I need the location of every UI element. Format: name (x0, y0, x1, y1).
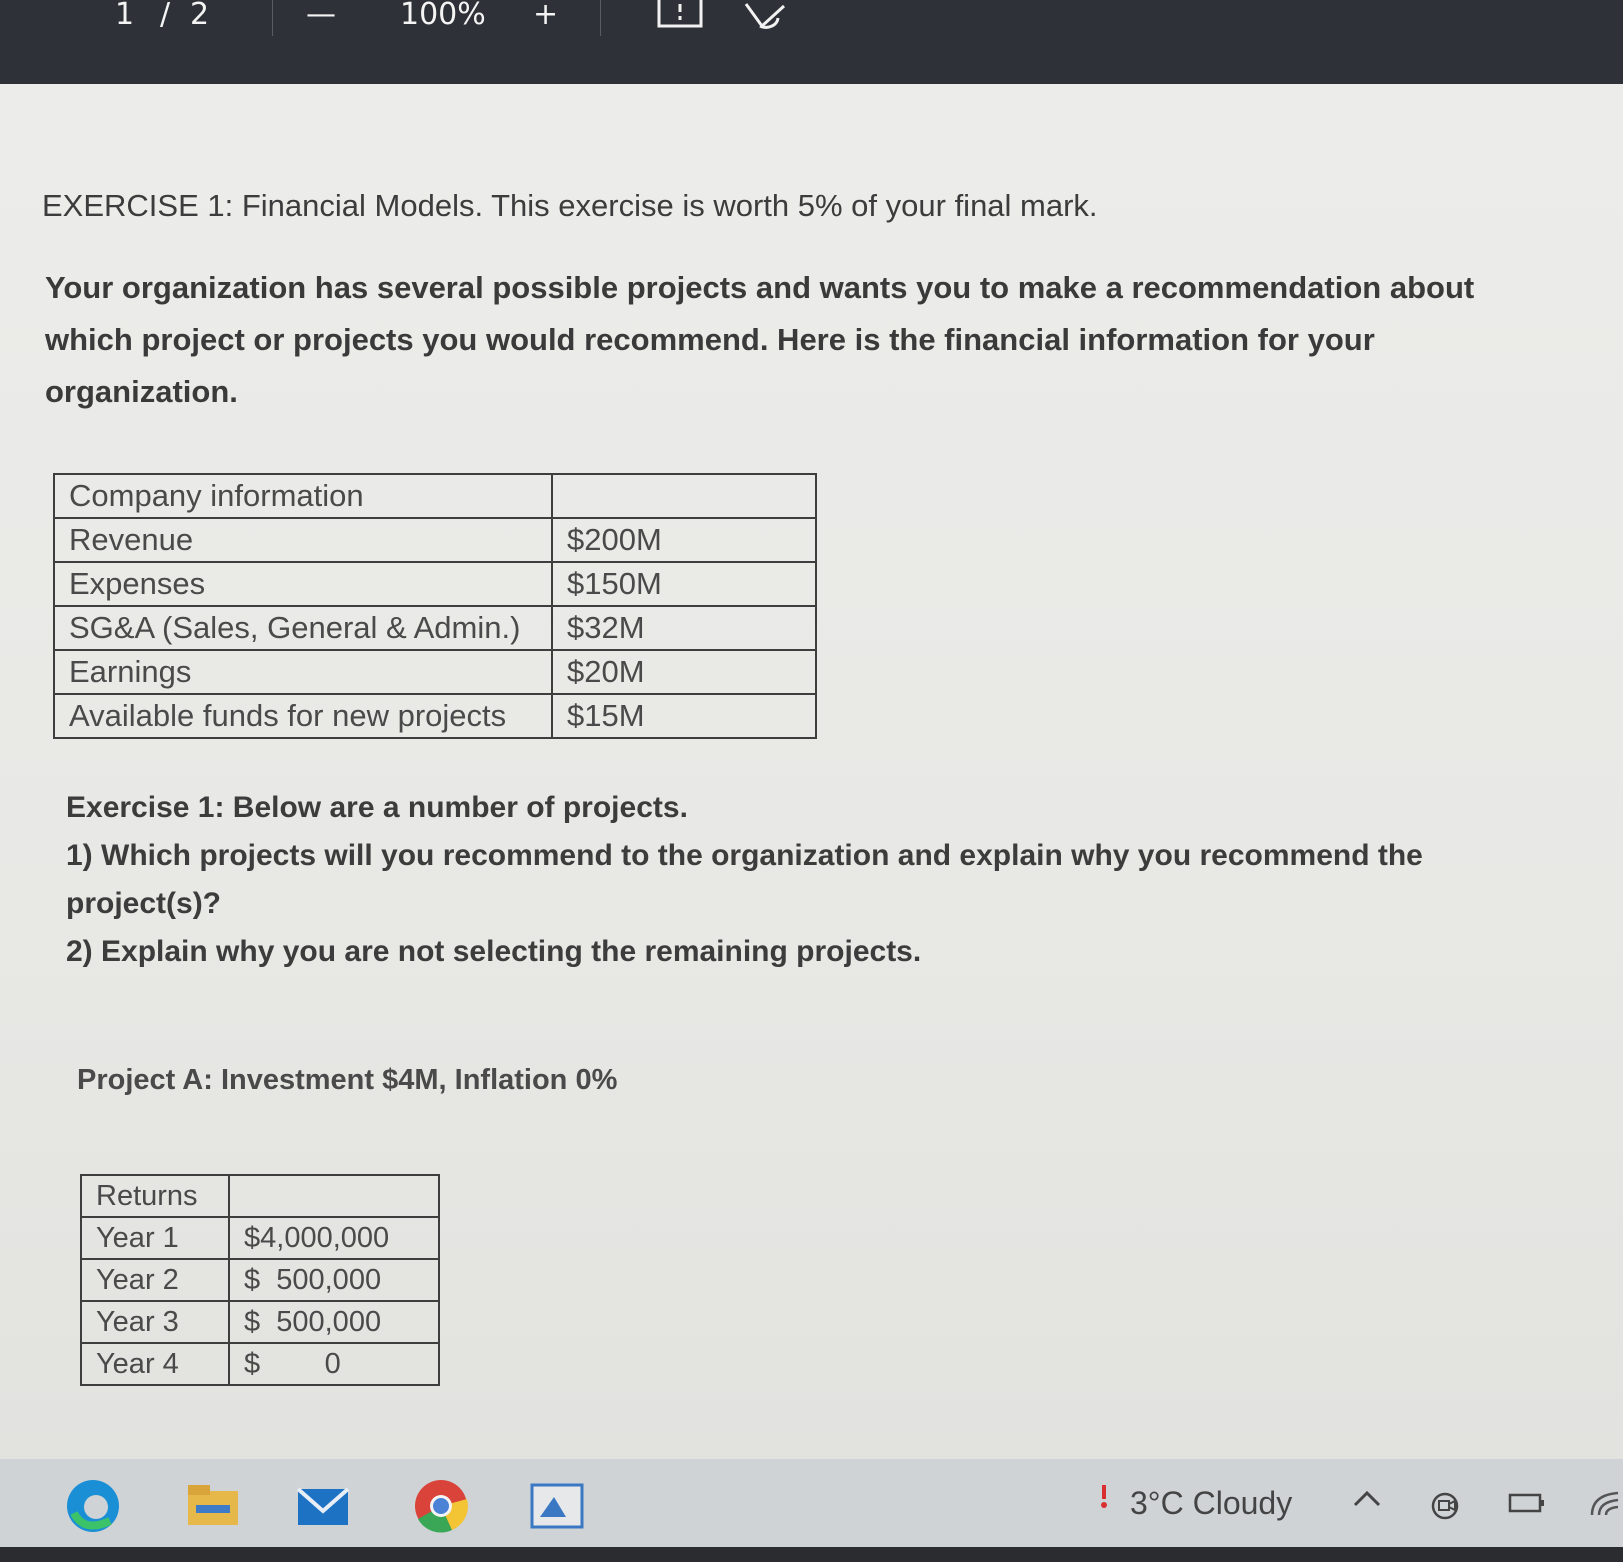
document-page (0, 84, 1623, 1459)
meet-now-icon[interactable] (1430, 1489, 1464, 1523)
table-cell: SG&A (Sales, General & Admin.) (54, 606, 552, 650)
mail-icon[interactable] (294, 1477, 352, 1535)
edge-icon[interactable] (64, 1477, 122, 1535)
weather-alert-icon (1092, 1483, 1116, 1523)
table-cell: Year 4 (81, 1343, 229, 1385)
company-info-table (53, 473, 817, 739)
table-cell: Year 1 (81, 1217, 229, 1259)
question-1: 1) Which projects will you recommend to the organization and explain why you recommend the project(s)? (66, 839, 1423, 920)
table-row (54, 474, 816, 518)
table-row (54, 694, 816, 738)
table-row (54, 650, 816, 694)
page-total: 2 (190, 0, 210, 32)
table-cell: $ 500,000 (229, 1301, 439, 1343)
table-cell: $15M (552, 694, 816, 738)
table-row (81, 1259, 439, 1301)
table-row (54, 518, 816, 562)
pdf-toolbar (0, 0, 1623, 84)
table-cell: $4,000,000 (229, 1217, 439, 1259)
table-header: Returns (81, 1175, 229, 1217)
questions-block (66, 784, 1506, 976)
screen-bezel (0, 1547, 1623, 1562)
table-row (81, 1301, 439, 1343)
table-cell: $150M (552, 562, 816, 606)
questions-heading: Exercise 1: Below are a number of projects. (66, 791, 688, 824)
page-current[interactable]: 1 (115, 0, 135, 32)
table-cell: $32M (552, 606, 816, 650)
table-cell: Year 2 (81, 1259, 229, 1301)
weather-widget[interactable]: 3°C Cloudy (1130, 1485, 1293, 1521)
project-a-returns-table (80, 1174, 440, 1386)
table-cell (229, 1175, 439, 1217)
chevron-up-icon[interactable] (1352, 1489, 1382, 1509)
table-cell: Earnings (54, 650, 552, 694)
intro-paragraph: Your organization has several possible projects and wants you to make a recommendation about which project or projects you would recommend. Here is the financial information for your organization. (45, 270, 1475, 409)
exercise-title: EXERCISE 1: Financial Models. This exercise is worth 5% of your final mark. (42, 188, 1098, 223)
zoom-out-button[interactable]: — (306, 0, 336, 32)
table-row (81, 1175, 439, 1217)
page-separator: / (160, 0, 171, 32)
table-cell: Expenses (54, 562, 552, 606)
project-a-title: Project A: Investment $4M, Inflation 0% (77, 1064, 618, 1096)
fit-page-icon[interactable] (657, 0, 703, 30)
file-explorer-icon[interactable] (184, 1477, 242, 1535)
table-cell: Revenue (54, 518, 552, 562)
photos-icon[interactable] (528, 1477, 586, 1535)
rotate-icon[interactable] (740, 0, 790, 32)
table-cell: $20M (552, 650, 816, 694)
table-cell: $ 500,000 (229, 1259, 439, 1301)
toolbar-divider (272, 0, 273, 36)
table-cell (552, 474, 816, 518)
zoom-level[interactable]: 100% (400, 0, 486, 32)
zoom-in-button[interactable]: + (533, 0, 559, 32)
table-row (54, 562, 816, 606)
question-2: 2) Explain why you are not selecting the remaining projects. (66, 935, 922, 968)
chrome-icon[interactable] (412, 1477, 470, 1535)
wifi-icon[interactable] (1588, 1489, 1623, 1519)
table-cell: Year 3 (81, 1301, 229, 1343)
table-header: Company information (54, 474, 552, 518)
table-row (81, 1343, 439, 1385)
battery-icon[interactable] (1506, 1489, 1546, 1515)
table-row (81, 1217, 439, 1259)
toolbar-divider (600, 0, 601, 36)
table-row (54, 606, 816, 650)
table-cell: Available funds for new projects (54, 694, 552, 738)
table-cell: $200M (552, 518, 816, 562)
table-cell: $ 0 (229, 1343, 439, 1385)
